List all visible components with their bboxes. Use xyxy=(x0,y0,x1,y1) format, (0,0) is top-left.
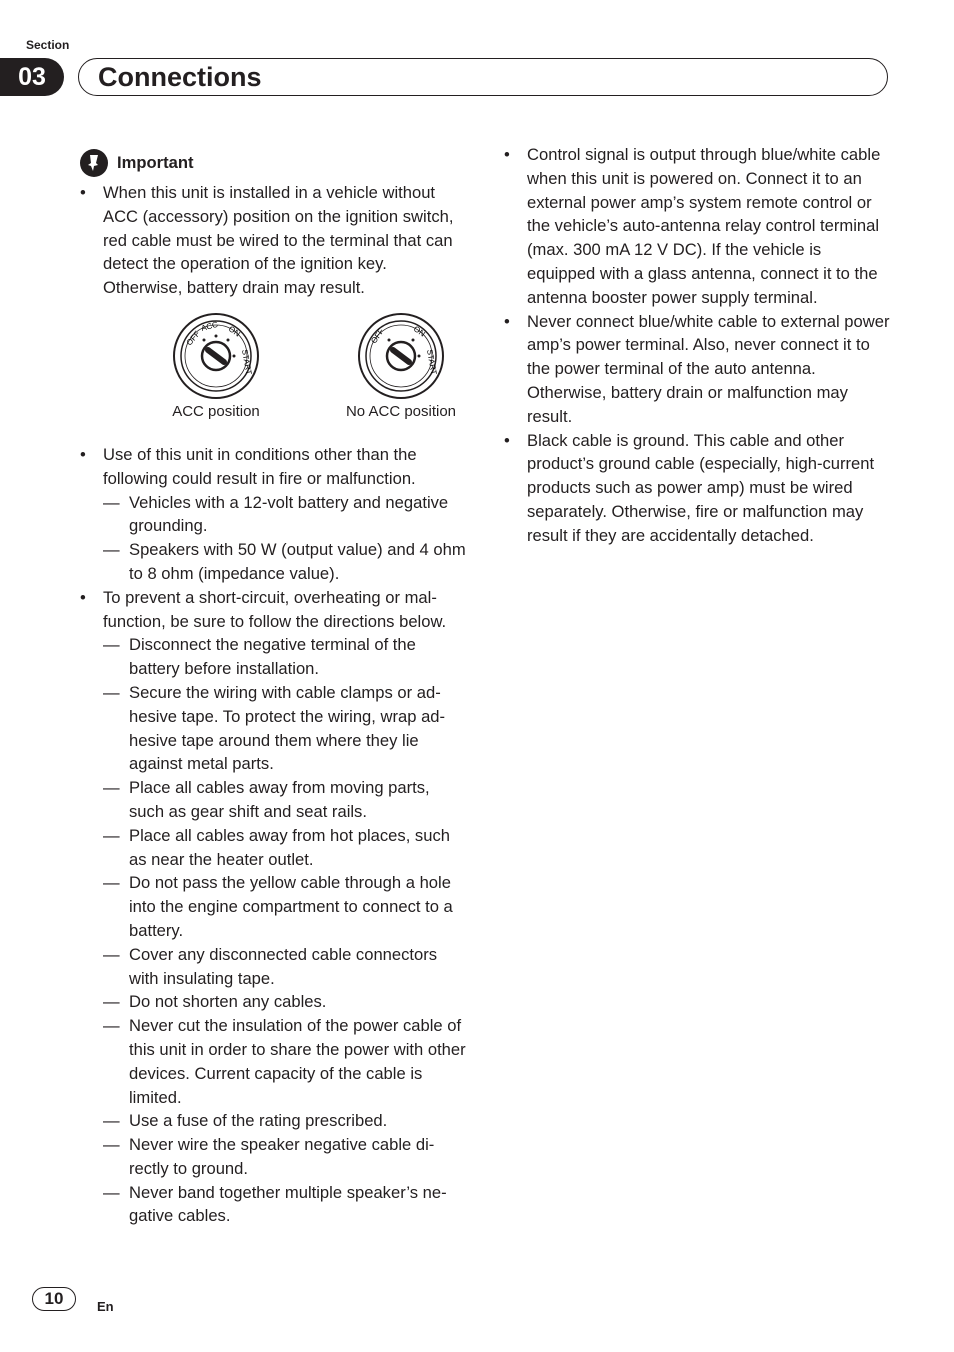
important-heading xyxy=(80,148,466,178)
language-label: En xyxy=(97,1299,114,1314)
sub-list-item: — Use a fuse of the rating prescribed. xyxy=(103,1109,466,1133)
left-column xyxy=(80,148,466,1228)
list-item-text: When this unit is installed in a vehicle without ACC (accessory) position on the ignition switch, red cable must be wired to the terminal that can detect the operation of the ignition key. Otherwise, battery drain may result. xyxy=(103,183,454,298)
sub-list-item: — Disconnect the negative terminal of the battery before installation. xyxy=(103,633,466,681)
sub-list-item: — Place all cables away from moving parts, such as gear shift and seat rails. xyxy=(103,776,466,824)
list-item: • Black cable is ground. This cable and other product’s ground cable (especially, high-current products such as power amp) must be wired separately. Otherwise, fire or malfunction may result if they are accidentally detached. xyxy=(504,429,892,548)
page-number: 10 xyxy=(32,1287,76,1311)
no-acc-position-figure xyxy=(326,312,476,424)
section-label: Section xyxy=(26,38,70,52)
important-label: Important xyxy=(117,153,194,173)
list-item xyxy=(80,181,466,443)
list-item xyxy=(80,443,466,586)
sub-list-item: — Never wire the speaker negative cable directly to ground. xyxy=(103,1133,466,1181)
ignition-switch-acc-icon xyxy=(172,312,260,400)
on-label: ON xyxy=(411,324,427,339)
on-label: ON xyxy=(226,324,242,339)
no-acc-position-caption: No ACC position xyxy=(345,402,457,420)
start-label: START xyxy=(240,348,254,376)
list-item: • Never connect blue/white cable to external power amp’s power terminal. Also, never connect it to the power terminal of the auto antenna. Otherwise, battery drain or malfunction may result. xyxy=(504,310,892,429)
page-title: Connections xyxy=(98,62,262,92)
sub-list xyxy=(103,491,466,586)
list-item xyxy=(80,586,466,1229)
sub-list-item: — Never band together multiple speaker’s negative cables. xyxy=(103,1181,466,1229)
sub-list-item: — Cover any disconnected cable connectors with insulating tape. xyxy=(103,943,466,991)
sub-list xyxy=(103,633,466,1228)
list-item: • Control signal is output through blue/white cable when this unit is powered on. Connect it to an external power amp’s system remote control or the vehicle’s auto-antenna relay control terminal (max. 300 mA 12 V DC). If the vehicle is equipped with a glass antenna, connect it to the antenna booster power supply terminal. xyxy=(504,143,892,310)
important-list xyxy=(80,181,466,1228)
sub-list-item: — Place all cables away from hot places, such as near the heater outlet. xyxy=(103,824,466,872)
sub-list-item: — Speakers with 50 W (output value) and 4 ohm to 8 ohm (impedance value). xyxy=(103,538,466,586)
important-icon xyxy=(80,149,108,177)
list-item-text: Use of this unit in conditions other than the following could result in fire or malfunction. xyxy=(103,444,417,488)
list-item-text: To prevent a short-circuit, overheating or malfunction, be sure to follow the directions below. xyxy=(103,587,447,631)
acc-label: ACC xyxy=(200,319,219,333)
acc-position-caption: ACC position xyxy=(172,402,260,420)
ignition-switch-no-acc-icon xyxy=(357,312,445,400)
off-label: OFF xyxy=(369,326,386,346)
right-column xyxy=(504,143,892,548)
sub-list-item: — Do not pass the yellow cable through a hole into the engine compartment to connect to a battery. xyxy=(103,871,466,942)
sub-list-item: — Secure the wiring with cable clamps or adhesive tape. To protect the wiring, wrap adhesive tape around them where they lie against metal parts. xyxy=(103,681,466,776)
sub-list-item: — Vehicles with a 12-volt battery and negative grounding. xyxy=(103,491,466,539)
start-label: START xyxy=(425,348,439,376)
right-list xyxy=(504,143,892,548)
ignition-figures xyxy=(126,300,466,443)
off-label: OFF xyxy=(184,329,202,348)
section-number-badge: 03 xyxy=(0,58,64,96)
sub-list-item: — Do not shorten any cables. xyxy=(103,990,466,1014)
acc-position-figure xyxy=(141,312,291,424)
sub-list-item: — Never cut the insulation of the power cable of this unit in order to share the power with other devices. Current capacity of the cable is limited. xyxy=(103,1014,466,1109)
